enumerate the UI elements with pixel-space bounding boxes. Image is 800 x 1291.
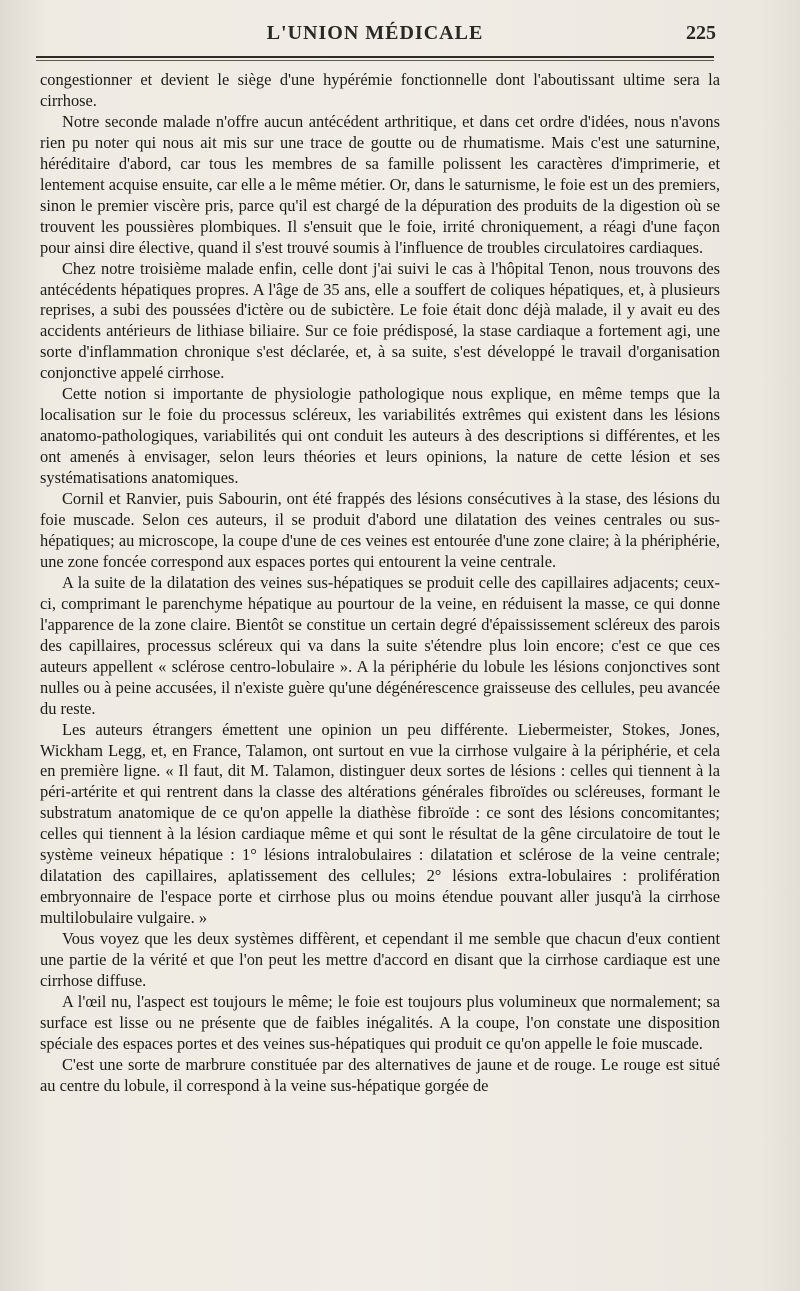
paragraph-continued: congestionner et devient le siège d'une hypérémie fonctionnelle dont l'aboutissant ultime sera la cirrhose.	[40, 70, 720, 110]
paragraph-cornil-ranvier: Cornil et Ranvier, puis Sabourin, ont été frappés des lésions consécutives à la stase, des lésions du foie muscade. Selon ces auteurs, il se produit d'abord une dilatation des veines centrales ou sus-hépatiques; au microscope, la coupe d'une de ces veines est entourée d'une zone claire; à la phériphérie, une zone foncée correspond aux espaces portes qui entourent la veine centrale.	[40, 489, 720, 571]
page-header	[40, 18, 716, 58]
paragraph-physiology-notion: Cette notion si importante de physiologie pathologique nous explique, en même temps que la localisation sur le foie du processus scléreux, les variabilités extrêmes qui existent dans les lésions anatomo-pathologiques, variabilités qui ont conduit les auteurs à des descriptions si différentes, et les ont amenés à envisager, selon leurs théories et leurs opinions, la nature de cette lésion et ses systématisations anatomiques.	[40, 384, 720, 488]
paragraph-naked-eye: A l'œil nu, l'aspect est toujours le même; le foie est toujours plus volumineux que normalement; sa surface est lisse ou ne présente que de faibles inégalités. A la coupe, l'on constate une disposition spéciale des espaces portes et des veines sus-hépatiques qui produit ce qu'on appelle le foie muscade.	[40, 991, 720, 1053]
paragraph-two-systems: Vous voyez que les deux systèmes diffèrent, et cependant il me semble que chacun d'eux contient une partie de la vérité et que l'on peut les mettre d'accord en disant que la cirrhose cardiaque est une cirrhose diffuse.	[40, 929, 720, 990]
body-text	[40, 70, 720, 1097]
paragraph-third-patient: Chez notre troisième malade enfin, celle dont j'ai suivi le cas à l'hôpital Tenon, nous trouvons des antécédents hépatiques propres. A l'âge de 35 ans, elle a souffert de coliques hépatiques, et, à plusieurs reprises, a subi des poussées d'ictère ou de subictère. Le foie était donc déjà malade, il y avait eu des accidents antérieurs de lithiase biliaire. Sur ce foie prédisposé, la stase cardiaque a fortement agi, une sorte d'inflammation chronique s'est déclarée, et, à sa suite, s'est développé le travail d'organisation conjonctive appelé cirrhose.	[40, 258, 720, 383]
paragraph-second-patient: Notre seconde malade n'offre aucun antécédent arthritique, et dans cet ordre d'idées, nous n'avons rien pu noter qui nous ait mis sur une trace de goutte ou de rhumatisme. Mais c'est une saturnine, héréditaire d'abord, car tous les membres de sa famille polissent les caractères d'imprimerie, et lentement acquise ensuite, car elle a le même métier. Or, dans le saturnisme, le foie est un des premiers, sinon le premier viscère pris, parce qu'il est chargé de la dépuration des produits de la digestion où se trouvent les poussières plombiques. Il s'ensuit que le foie, irrité chroniquement, a réagi d'une façon pour ainsi dire élective, quand il s'est trouvé soumis à l'influence de troubles circulatoires cardiaques.	[40, 111, 720, 257]
header-rule-thin	[36, 60, 714, 61]
page-number: 225	[686, 22, 716, 44]
header-rule	[36, 56, 714, 58]
paragraph-dilatation: A la suite de la dilatation des veines sus-hépatiques se produit celle des capillaires adjacents; ceux-ci, comprimant le parenchyme hépatique au pourtour de la veine, en réduisent la masse, ce qui donne l'apparence de la zone claire. Bientôt se constitue un certain degré d'épaississement scléreux des parois des capillaires, processus scléreux qui va dans la suite s'étendre plus loin encore; c'est ce que ces auteurs appellent « sclérose centro-lobulaire ». A la périphérie du lobule les lésions conjonctives sont nulles ou à peine accusées, il n'existe guère qu'une dégénérescence graisseuse des cellules, peu avancée du reste.	[40, 572, 720, 718]
paragraph-foreign-authors: Les auteurs étrangers émettent une opinion un peu différente. Liebermeister, Stokes, Jones, Wickham Legg, et, en France, Talamon, ont surtout en vue la cirrhose vulgaire à la périphérie, et cela en première ligne. « Il faut, dit M. Talamon, distinguer deux sortes de lésions : celles qui tiennent à la péri-artérite et qui rentrent dans la classe des altérations générales fibroïdes ou scléreuses, formant le substratum anatomique de ce qu'on appelle la diathèse fibroïde : ce sont des lésions concomitantes; celles qui tiennent à la lésion cardiaque même et qui sont le résultat de la gêne circulatoire de tout le système veineux hépatique : 1° lésions intralobulaires : dilatation et sclérose de la veine centrale; dilatation des capillaires, aplatissement des cellules; 2° lésions extra-lobulaires : prolifération embryonnaire de l'espace porte et cirrhose plus ou moins étendue pouvant aller jusqu'à la cirrhose multilobulaire vulgaire. »	[40, 719, 720, 928]
paragraph-marbling: C'est une sorte de marbrure constituée par des alternatives de jaune et de rouge. Le rouge est situé au centre du lobule, il correspond à la veine sus-hépatique gorgée de	[40, 1054, 720, 1095]
running-title: L'UNION MÉDICALE	[266, 22, 484, 44]
